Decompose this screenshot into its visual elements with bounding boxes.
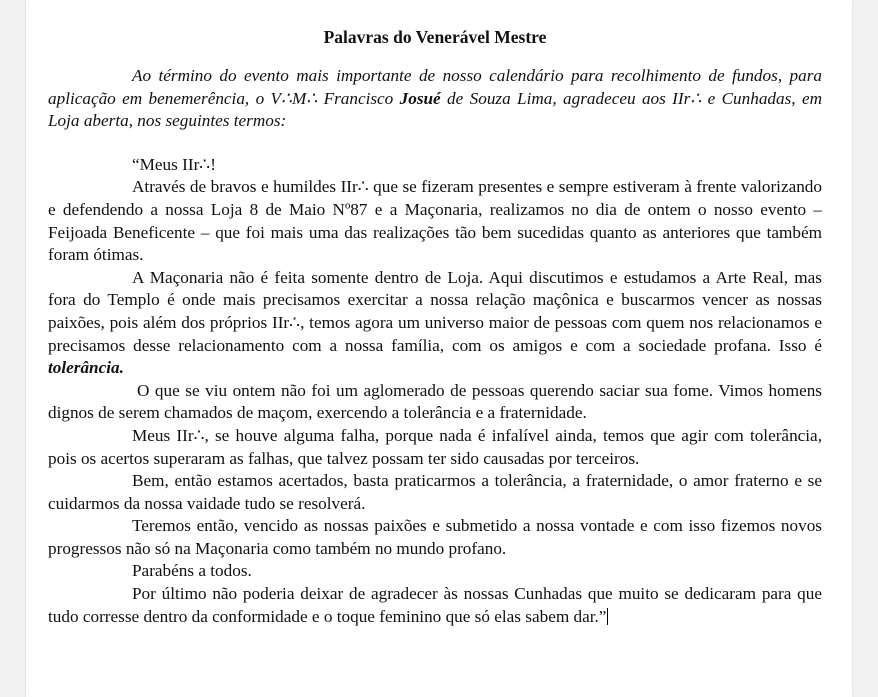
intro-bold-name: Josué [399,88,441,108]
paragraph-2 [48,267,822,380]
document-body[interactable] [48,26,822,628]
paragraph-8-text: Por último não poderia deixar de agradecer às nossas Cunhadas que muito se dedicaram para que tudo corresse dentro da conformidade e o toque feminino que só elas sabem dar.” [48,584,822,626]
paragraph-7: Parabéns a todos. [132,561,252,581]
paragraph-2-text: A Maçonaria não é feita somente dentro de Loja. Aqui discutimos e estudamos a Arte Real, mas fora do Templo é onde mais precisamos exercitar a nossa relação maçônica e buscarmos vencer as nossas paixões, pois além dos próprios IIr∴, temos agora um universo maior de pessoas com quem nos relacionamos e precisamos desse relacionamento com a nossa família, com os amigos e com a sociedade profana. Isso é [48,267,822,355]
paragraph-5: Bem, então estamos acertados, basta praticarmos a tolerância, a fraternidade, o amor fraterno e se cuidarmos da nossa vaidade tudo se resolverá. [48,471,822,513]
intro-text-1: Ao término do evento mais importante de nosso calendário para recolhimento de fundos, para aplicação em benemerência, o V∴M∴ Francisco [48,66,822,108]
intro-paragraph [48,65,822,133]
text-cursor [607,608,608,625]
paragraph-6: Teremos então, vencido as nossas paixões e submetido a nossa vontade e com isso fizemos novos progressos não só na Maçonaria como também no mundo profano. [48,516,822,558]
paragraph-2-emphasis: tolerância. [48,358,124,378]
greeting: “Meus IIr∴! [132,154,216,174]
paragraph-1: Através de bravos e humildes IIr∴ que se fizeram presentes e sempre estiveram à frente valorizando e defendendo a nossa Loja 8 de Maio Nº87 e a Maçonaria, realizamos no dia de ontem o nosso evento – Feijoada Beneficente – que foi mais uma das realizações tão bem sucedidas quanto as anteriores que também foram ótimas. [48,177,822,265]
document-page [26,0,852,697]
page-title: Palavras do Venerável Mestre [323,27,547,47]
paragraph-3: O que se viu ontem não foi um aglomerado de pessoas querendo saciar sua fome. Vimos homens dignos de serem chamados de maçom, exercendo a tolerância e a fraternidade. [48,380,822,423]
paragraph-4: Meus IIr∴, se houve alguma falha, porque nada é infalível ainda, temos que agir com tolerância, pois os acertos superaram as falhas, que talvez possam ter sido causadas por terceiros. [48,425,822,468]
paragraph-8 [48,583,822,628]
intro-text-2: de Souza Lima, agradeceu aos IIr∴ e Cunhadas, em Loja aberta, nos seguintes termos: [48,88,822,131]
